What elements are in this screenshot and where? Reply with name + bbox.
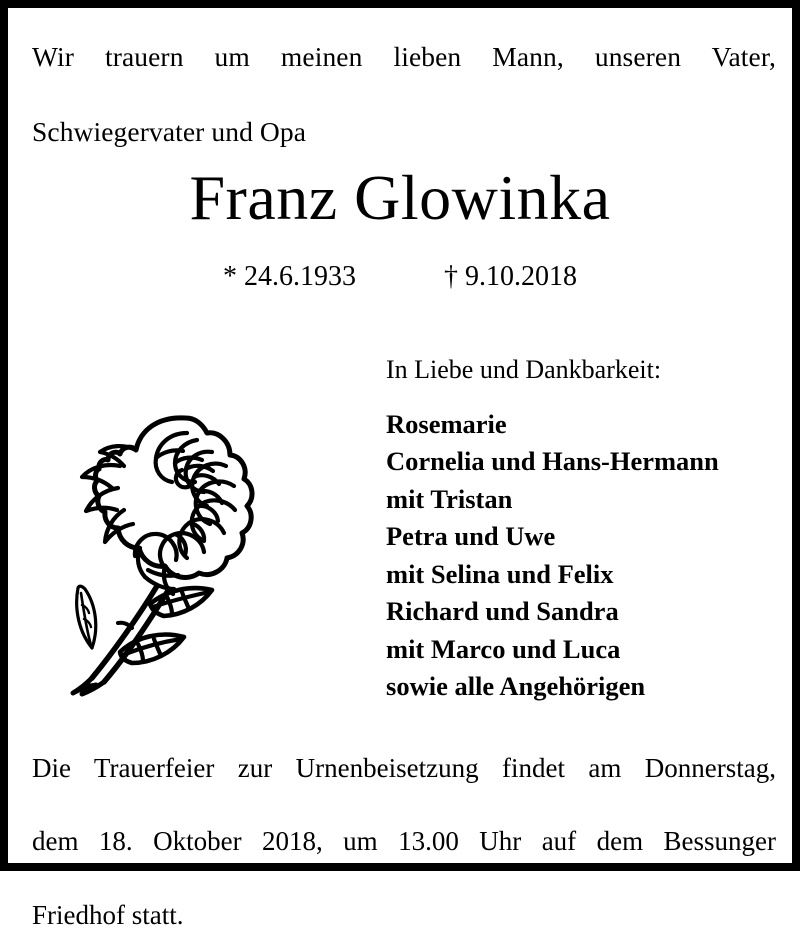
death-date: † 9.10.2018 [444, 261, 577, 292]
list-item: Rosemarie [386, 409, 507, 439]
funeral-line-2: dem 18. Oktober 2018, um 13.00 Uhr auf dem Bessunger [32, 826, 776, 857]
life-dates [8, 262, 792, 293]
list-item: mit Marco und Luca [386, 633, 621, 664]
intro-line-2: Schwiegervater und Opa [32, 115, 307, 147]
list-item: Cornelia und Hans-Hermann [386, 446, 719, 477]
list-item: mit Selina und Felix [386, 558, 614, 589]
birth-date: * 24.6.1933 [223, 261, 356, 292]
notice-sheet [8, 8, 792, 930]
intro-line-1: Wir trauern um meinen lieben Mann, unseren Vater, [32, 41, 776, 72]
list-item: Petra und Uwe [386, 521, 556, 552]
deceased-name: Franz Glowinka [189, 162, 611, 233]
funeral-line-3: Friedhof statt. [32, 899, 184, 930]
dedication-heading: In Liebe und Dankbarkeit: [386, 355, 662, 384]
family-names-list [386, 406, 776, 706]
intro-text [32, 38, 776, 150]
list-item: Richard und Sandra [386, 596, 619, 627]
funeral-line-1: Die Trauerfeier zur Urnenbeisetzung findet am Donnerstag, [32, 753, 776, 783]
rose-icon [36, 400, 326, 700]
funeral-details [32, 750, 776, 934]
list-item: mit Tristan [386, 483, 513, 514]
list-item: sowie alle Angehörigen [386, 671, 646, 702]
